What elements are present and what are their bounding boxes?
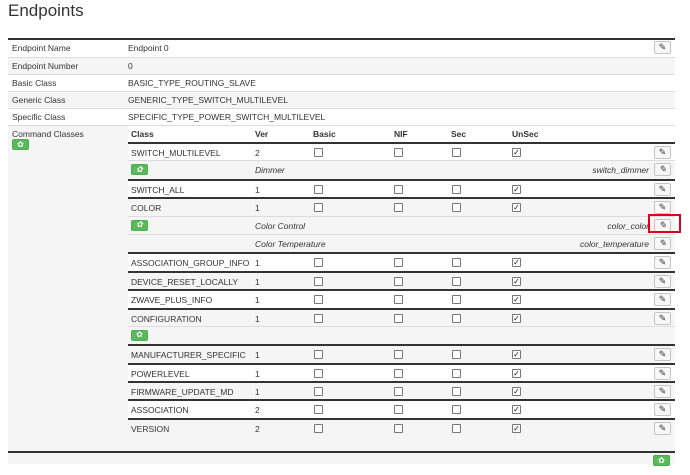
sub-value: switch_dimmer — [592, 165, 649, 176]
command-class-subrow — [128, 160, 675, 178]
column-sec: Sec — [451, 129, 467, 139]
unsec-checkbox[interactable]: ✓ — [513, 387, 520, 397]
unsec-checkbox[interactable]: ✓ — [513, 184, 520, 194]
edit-icon: ✎ — [658, 147, 667, 157]
class-name: CONFIGURATION — [131, 313, 202, 324]
class-name: VERSION — [131, 423, 170, 434]
class-version: 1 — [255, 258, 260, 269]
unsec-checkbox[interactable]: ✓ — [513, 405, 520, 415]
command-class-row — [128, 179, 675, 197]
edit-button[interactable] — [654, 385, 671, 398]
class-name: ZWAVE_PLUS_INFO — [131, 295, 213, 306]
sec-checkbox[interactable] — [452, 203, 461, 212]
detail-value: GENERIC_TYPE_SWITCH_MULTILEVEL — [128, 95, 288, 105]
edit-button[interactable] — [654, 163, 671, 176]
basic-checkbox[interactable] — [314, 424, 323, 433]
edit-icon: ✎ — [658, 219, 667, 230]
basic-checkbox[interactable] — [314, 148, 323, 157]
basic-checkbox[interactable] — [314, 203, 323, 212]
basic-checkbox[interactable] — [314, 350, 323, 359]
edit-button[interactable] — [654, 146, 671, 159]
sec-checkbox[interactable] — [452, 387, 461, 396]
nif-checkbox[interactable] — [394, 148, 403, 157]
basic-checkbox[interactable] — [314, 405, 323, 414]
detail-value: 0 — [128, 61, 133, 71]
nif-checkbox[interactable] — [394, 314, 403, 323]
class-version: 1 — [255, 295, 260, 306]
sec-checkbox[interactable] — [452, 295, 461, 304]
command-class-row — [128, 399, 675, 417]
unsec-checkbox[interactable]: ✓ — [513, 203, 520, 213]
edit-button[interactable] — [654, 312, 671, 325]
sec-checkbox[interactable] — [452, 148, 461, 157]
nif-checkbox[interactable] — [394, 369, 403, 378]
command-class-row — [128, 142, 675, 160]
sub-value: color_color — [607, 220, 649, 231]
sub-name: Dimmer — [255, 165, 285, 176]
column-ver: Ver — [255, 129, 269, 139]
class-version: 1 — [255, 350, 260, 361]
command-class-row — [128, 418, 675, 436]
class-name: POWERLEVEL — [131, 368, 190, 379]
sec-checkbox[interactable] — [452, 369, 461, 378]
sec-checkbox[interactable] — [452, 424, 461, 433]
command-classes-table — [128, 126, 675, 436]
class-version: 1 — [255, 313, 260, 324]
class-version: 2 — [255, 405, 260, 416]
class-name: COLOR — [131, 203, 162, 214]
detail-row — [8, 74, 675, 91]
basic-checkbox[interactable] — [314, 258, 323, 267]
bottom-divider — [8, 451, 675, 453]
class-version: 1 — [255, 203, 260, 214]
detail-label: Endpoint Number — [12, 61, 79, 71]
edit-icon: ✎ — [658, 294, 667, 305]
nif-checkbox[interactable] — [394, 405, 403, 414]
column-unsec: UnSec — [512, 129, 539, 139]
command-class-row — [128, 308, 675, 326]
edit-icon: ✎ — [658, 349, 667, 360]
edit-button[interactable] — [654, 183, 671, 196]
unsec-checkbox[interactable]: ✓ — [513, 276, 520, 286]
edit-icon: ✎ — [658, 257, 667, 268]
detail-row — [8, 108, 675, 125]
page-title: Endpoints — [8, 1, 84, 20]
command-classes-header — [128, 126, 675, 142]
gear-icon: ✿ — [658, 455, 665, 465]
configuration-settings-row — [128, 326, 675, 344]
column-basic: Basic — [313, 129, 336, 139]
edit-icon: ✎ — [658, 275, 667, 286]
nif-checkbox[interactable] — [394, 258, 403, 267]
detail-row — [8, 40, 675, 57]
class-version: 1 — [255, 387, 260, 398]
class-version: 2 — [255, 423, 260, 434]
detail-row — [8, 57, 675, 74]
nif-checkbox[interactable] — [394, 295, 403, 304]
sub-name: Color Temperature — [255, 238, 326, 249]
edit-icon: ✎ — [658, 312, 667, 323]
sub-value: color_temperature — [580, 238, 649, 249]
edit-icon: ✎ — [658, 386, 667, 397]
unsec-checkbox[interactable]: ✓ — [513, 368, 520, 378]
class-name: ASSOCIATION_GROUP_INFO — [131, 258, 250, 269]
edit-button[interactable] — [654, 422, 671, 435]
class-name: DEVICE_RESET_LOCALLY — [131, 276, 239, 287]
command-class-subrow — [128, 234, 675, 252]
command-class-row — [128, 197, 675, 215]
detail-value: SPECIFIC_TYPE_POWER_SWITCH_MULTILEVEL — [128, 112, 326, 122]
nif-checkbox[interactable] — [394, 387, 403, 396]
add-command-class-button[interactable] — [12, 139, 29, 150]
detail-label: Generic Class — [12, 95, 66, 105]
command-class-row — [128, 271, 675, 289]
settings-button[interactable] — [131, 164, 148, 175]
edit-button[interactable] — [654, 201, 671, 214]
detail-value: BASIC_TYPE_ROUTING_SLAVE — [128, 78, 256, 88]
edit-button[interactable] — [654, 293, 671, 306]
nif-checkbox[interactable] — [394, 203, 403, 212]
class-name: ASSOCIATION — [131, 405, 189, 416]
gear-icon: ✿ — [136, 220, 143, 230]
sec-checkbox[interactable] — [452, 277, 461, 286]
command-class-row — [128, 344, 675, 362]
command-classes-row — [8, 125, 675, 464]
unsec-checkbox[interactable]: ✓ — [513, 295, 520, 305]
class-version: 1 — [255, 276, 260, 287]
class-version: 2 — [255, 148, 260, 158]
unsec-checkbox[interactable]: ✓ — [513, 423, 520, 433]
edit-button[interactable] — [654, 275, 671, 288]
sec-checkbox[interactable] — [452, 185, 461, 194]
detail-value: Endpoint 0 — [128, 43, 169, 53]
highlight-box — [648, 214, 681, 233]
class-name: FIRMWARE_UPDATE_MD — [131, 387, 234, 398]
edit-icon: ✎ — [658, 183, 667, 194]
sec-checkbox[interactable] — [452, 258, 461, 267]
edit-button[interactable] — [654, 367, 671, 380]
unsec-checkbox[interactable]: ✓ — [513, 313, 520, 323]
nif-checkbox[interactable] — [394, 185, 403, 194]
class-version: 1 — [255, 184, 260, 195]
column-class: Class — [131, 129, 154, 139]
detail-label: Basic Class — [12, 78, 57, 88]
basic-checkbox[interactable] — [314, 387, 323, 396]
endpoint-table — [8, 38, 675, 464]
sec-checkbox[interactable] — [452, 314, 461, 323]
class-version: 1 — [255, 368, 260, 379]
class-name: SWITCH_ALL — [131, 184, 185, 195]
unsec-checkbox[interactable]: ✓ — [513, 148, 520, 157]
edit-icon: ✎ — [658, 164, 667, 175]
edit-icon: ✎ — [658, 202, 667, 213]
sub-name: Color Control — [255, 220, 306, 231]
edit-button[interactable] — [654, 237, 671, 250]
unsec-checkbox[interactable]: ✓ — [513, 350, 520, 360]
edit-button[interactable] — [654, 403, 671, 416]
add-endpoint-button[interactable] — [653, 455, 670, 466]
edit-endpoint-name-button[interactable] — [654, 41, 671, 54]
settings-button[interactable] — [131, 220, 148, 231]
command-class-subrow — [128, 216, 675, 234]
detail-label: Specific Class — [12, 112, 66, 122]
command-class-row — [128, 381, 675, 399]
edit-button[interactable] — [654, 348, 671, 361]
sec-checkbox[interactable] — [452, 405, 461, 414]
class-name: MANUFACTURER_SPECIFIC — [131, 350, 246, 361]
gear-icon: ✿ — [17, 139, 24, 149]
edit-button[interactable] — [654, 256, 671, 269]
command-class-row — [128, 363, 675, 381]
gear-icon: ✿ — [136, 330, 143, 340]
command-class-row — [128, 289, 675, 307]
basic-checkbox[interactable] — [314, 185, 323, 194]
edit-icon: ✎ — [658, 422, 667, 433]
command-class-row — [128, 252, 675, 270]
detail-row — [8, 91, 675, 108]
settings-button[interactable] — [131, 330, 148, 341]
column-nif: NIF — [394, 129, 408, 139]
edit-icon: ✎ — [658, 42, 667, 52]
basic-checkbox[interactable] — [314, 369, 323, 378]
basic-checkbox[interactable] — [314, 295, 323, 304]
nif-checkbox[interactable] — [394, 424, 403, 433]
basic-checkbox[interactable] — [314, 277, 323, 286]
edit-icon: ✎ — [658, 404, 667, 415]
gear-icon: ✿ — [136, 164, 143, 174]
nif-checkbox[interactable] — [394, 350, 403, 359]
edit-icon: ✎ — [658, 367, 667, 378]
command-classes-label: Command Classes — [12, 129, 84, 139]
class-name: SWITCH_MULTILEVEL — [131, 148, 221, 158]
basic-checkbox[interactable] — [314, 314, 323, 323]
sec-checkbox[interactable] — [452, 350, 461, 359]
unsec-checkbox[interactable]: ✓ — [513, 258, 520, 268]
nif-checkbox[interactable] — [394, 277, 403, 286]
edit-icon: ✎ — [658, 237, 667, 248]
detail-label: Endpoint Name — [12, 43, 71, 53]
